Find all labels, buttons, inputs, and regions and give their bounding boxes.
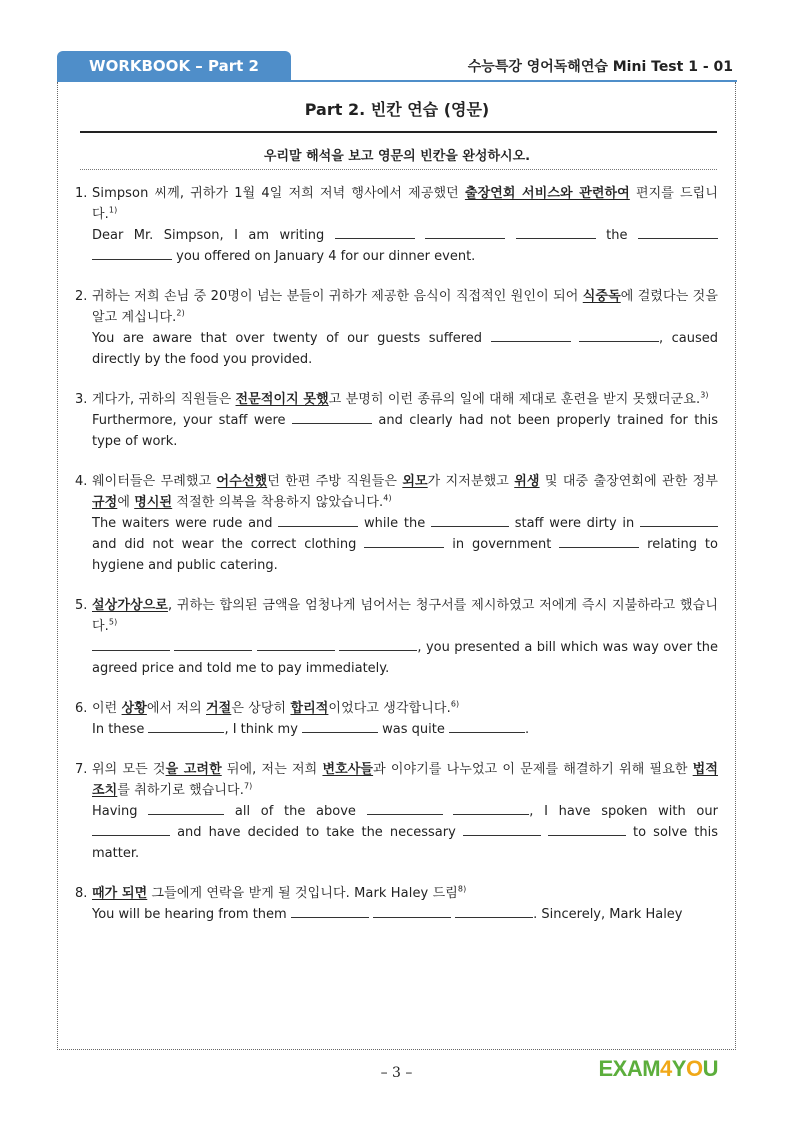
blank-field[interactable] [455,905,533,918]
exam4you-logo: EXAM4YOU [598,1056,718,1081]
exercise-item [75,183,718,267]
blank-field[interactable] [640,514,718,527]
instruction-text: 우리말 해석을 보고 영문의 빈칸을 완성하시오. [263,149,531,164]
workbook-tab: WORKBOOK – Part 2 [57,51,291,81]
blank-field[interactable] [302,720,378,733]
blank-field[interactable] [463,823,541,836]
korean-translation: 귀하는 저희 손님 중 20명이 넘는 분들이 귀하가 제공한 음식이 직접적인 원인이 되어 식중독에 걸렸다는 것을 알고 계십니다.$^{2)}$ [92,289,718,325]
korean-translation: 이런 상황에서 저의 거절은 상당히 합리적이었다고 생각합니다.$^{6)}$ [92,699,460,716]
blank-field[interactable] [278,514,358,527]
blank-field[interactable] [559,535,639,548]
korean-translation: Simpson 씨께, 귀하가 1월 4일 저희 저녁 행사에서 제공했던 출장연회 서비스와 관련하여 편지를 드립니다.$^{1)}$ [92,186,718,222]
footnote-ref: 3) [700,390,709,400]
item-number: 2. [75,289,88,304]
english-sentence: Dear Mr. Simpson, I am writing the you offered on January 4 for our dinner event. [92,225,718,267]
exercise-item [75,595,718,679]
blank-field[interactable] [373,905,451,918]
item-number: 6. [75,701,88,716]
item-number: 4. [75,474,88,489]
blank-field[interactable] [548,823,626,836]
footnote-ref: 8) [457,884,467,894]
part-title: Part 2. 빈칸 연습 (영문) [304,100,490,119]
blank-field[interactable] [92,638,170,651]
item-number: 7. [75,762,88,777]
header-title: 수능특강 영어독해연습 Mini Test 1 - 01 [467,59,733,75]
blank-field[interactable] [364,535,444,548]
korean-translation: 게다가, 귀하의 직원들은 전문적이지 못했고 분명히 이런 종류의 일에 대해 제대로 훈련을 받지 못했더군요.$^{3)}$ [92,390,709,407]
exercise-item [75,698,718,740]
blank-field[interactable] [339,638,417,651]
english-sentence: The waiters were rude and while the staff were dirty in and did not wear the correct clothing in government relating to hygiene and public catering. [92,516,718,573]
exercise-item [75,883,718,925]
exercise-item [75,471,718,576]
blank-field[interactable] [92,823,170,836]
item-number: 1. [75,186,88,201]
blank-field[interactable] [516,226,596,239]
english-sentence: You are aware that over twenty of our guests suffered , caused directly by the food you provided. [92,331,718,367]
korean-translation: 설상가상으로, 귀하는 합의된 금액을 엄청나게 넘어서는 청구서를 제시하였고 저에게 즉시 지불하라고 했습니다.$^{5)}$ [92,598,718,634]
english-sentence: You will be hearing from them . Sincerely, Mark Haley [92,907,683,922]
exercise-item [75,759,718,864]
blank-field[interactable] [367,802,443,815]
footnote-ref: 7) [243,781,253,791]
blank-field[interactable] [292,411,372,424]
blank-field[interactable] [431,514,509,527]
title-divider [80,131,717,133]
blank-field[interactable] [425,226,505,239]
item-number: 3. [75,392,88,407]
korean-translation: 위의 모든 것을 고려한 뒤에, 저는 저희 변호사들과 이야기를 나누었고 이 문제를 해결하기 위해 필요한 법적 조치를 취하기로 했습니다.$^{7)}$ [92,762,718,798]
blank-field[interactable] [174,638,252,651]
footnote-ref: 6) [450,699,460,709]
blank-field[interactable] [291,905,369,918]
blank-field[interactable] [335,226,415,239]
exercise-list [75,183,718,944]
english-sentence: Having all of the above , I have spoken with our and have decided to take the necessary to solve this matter. [92,804,718,861]
blank-field[interactable] [449,720,525,733]
instruction-divider [80,169,717,170]
blank-field[interactable] [148,720,224,733]
english-sentence: Furthermore, your staff were and clearly had not been properly trained for this type of work. [92,413,718,449]
korean-translation: 웨이터들은 무례했고 어수선했던 한편 주방 직원들은 외모가 지저분했고 위생 및 대중 출장연회에 관한 정부 규정에 명시된 적절한 의복을 착용하지 않았습니다.$^{4)}$ [92,474,718,510]
exercise-item [75,286,718,370]
page-number: – 3 – [380,1065,413,1081]
exercise-item [75,389,718,452]
item-number: 8. [75,886,88,901]
item-number: 5. [75,598,88,613]
blank-field[interactable] [491,329,571,342]
english-sentence: , you presented a bill which was way over the agreed price and told me to pay immediately. [92,640,718,676]
blank-field[interactable] [148,802,224,815]
blank-field[interactable] [453,802,529,815]
footnote-ref: 5) [108,617,118,627]
footnote-ref: 1) [108,205,118,215]
english-sentence: In these , I think my was quite . [92,722,530,737]
blank-field[interactable] [638,226,718,239]
korean-translation: 때가 되면 그들에게 연락을 받게 될 것입니다. Mark Haley 드림$^{8)}$ [92,884,467,901]
blank-field[interactable] [579,329,659,342]
blank-field[interactable] [92,247,172,260]
footnote-ref: 4) [383,493,392,503]
footnote-ref: 2) [176,308,185,318]
blank-field[interactable] [257,638,335,651]
